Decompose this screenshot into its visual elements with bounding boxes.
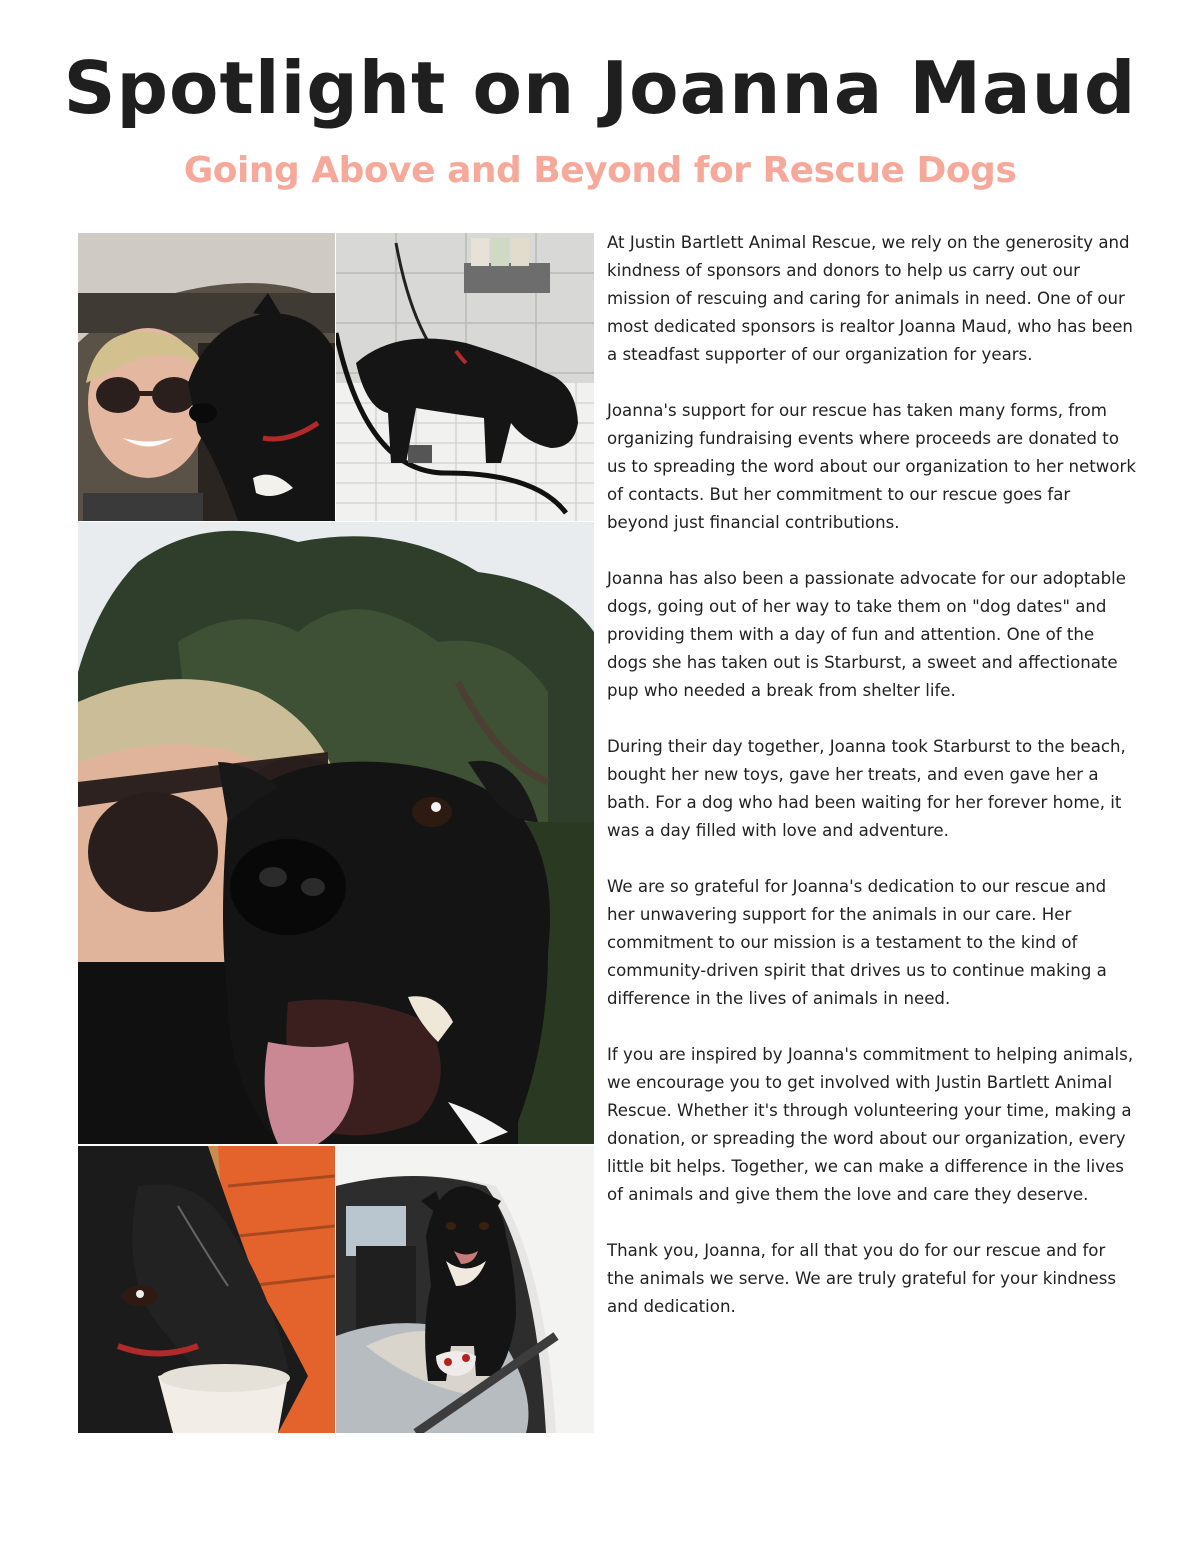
article-paragraph-5: We are so grateful for Joanna's dedication to our rescue and her unwavering support for the animals in our care. Her commitment to our mission is a testament to the kind of community-driven spirit that drives us to continue making a difference in the lives of animals in need.: [607, 877, 1107, 1008]
article-paragraph-3: Joanna has also been a passionate advocate for our adoptable dogs, going out of her way to take them on "dog dates" and providing them with a day of fun and attention. One of the dogs she has taken out is Starburst, a sweet and affectionate pup who needed a break from shelter life.: [607, 569, 1126, 700]
article-paragraph-4: During their day together, Joanna took Starburst to the beach, bought her new toys, gave her treats, and even gave her a bath. For a dog who had been waiting for her forever home, it was a day filled with love and adventure.: [607, 737, 1126, 840]
article-paragraph-7: Thank you, Joanna, for all that you do for our rescue and for the animals we serve. We are truly grateful for your kindness and dedication.: [607, 1241, 1117, 1316]
photo-dog-in-car-back-seat: [336, 1146, 594, 1433]
article-paragraph-2: Joanna's support for our rescue has taken many forms, from organizing fundraising events where proceeds are donated to us to spreading the word about our organization to her network of contacts. But her commitment to our rescue goes far beyond just financial contributions.: [607, 401, 1136, 532]
article-paragraph-1: At Justin Bartlett Animal Rescue, we rely on the generosity and kindness of sponsors and donors to help us carry out our mission of rescuing and caring for animals in need. One of our most dedicated sponsors is realtor Joanna Maud, who has been a steadfast supporter of our organization for years.: [607, 233, 1133, 364]
page-subtitle: Going Above and Beyond for Rescue Dogs: [183, 150, 1017, 191]
page-title: Spotlight on Joanna Maud: [63, 46, 1137, 130]
photo-dog-bath-in-shower: [336, 233, 594, 521]
photo-selfie-with-starburst: [78, 522, 594, 1144]
article-body: [607, 229, 1137, 1349]
article-paragraph-6: If you are inspired by Joanna's commitment to helping animals, we encourage you to get involved with Justin Bartlett Animal Rescue. Whether it's through volunteering your time, making a donation, or spreading the word about our organization, every little bit helps. Together, we can make a difference in the lives of animals and give them the love and care they deserve.: [607, 1045, 1134, 1204]
photo-selfie-with-dog-in-car: [78, 233, 335, 521]
photo-dog-eating-treat: [78, 1146, 335, 1433]
